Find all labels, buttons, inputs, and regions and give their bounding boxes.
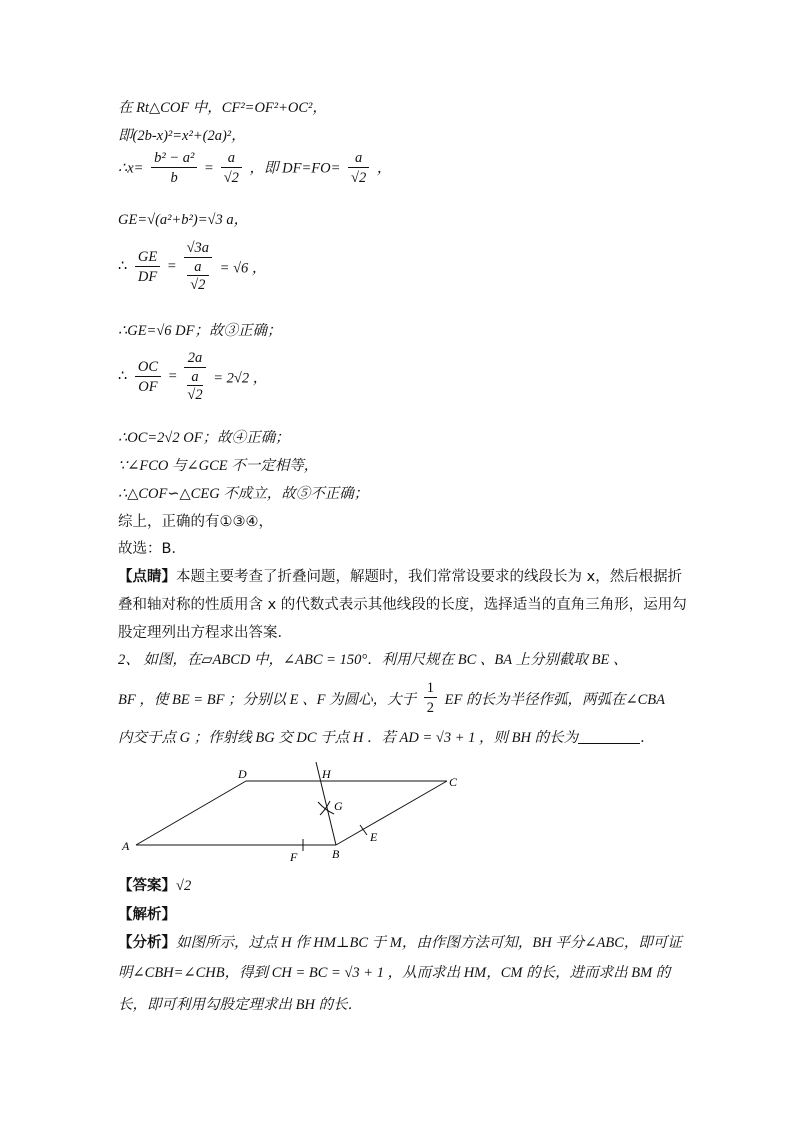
side-AD (136, 781, 246, 845)
compound-fraction: √3a a √2 (184, 240, 212, 294)
side-CB (336, 781, 447, 845)
solution-line-3: ∴x= $\frac{\text{b² − a²}}{b}$ = $\frac{a}{√2}$ ，即 DF=FO= $\frac{a}{√2}$ ， (118, 150, 392, 186)
dianjing-line-2: 叠和轴对称的性质用含 x 的代数式表示其他线段的长度，选择适当的直角三角形，运用勾 (118, 597, 687, 613)
fraction: $\frac{GE}{DF}$ (135, 249, 160, 286)
label-E: E (370, 830, 378, 844)
jiexi-label: 【解析】 (118, 907, 176, 923)
fraction: $\frac{a}{√2}$ (221, 150, 242, 187)
answer-label: 【答案】 (118, 878, 176, 894)
fenxi-line-1: 【分析】如图所示，过点 H 作 HM⊥BC 于 M，由作图方法可知，BH 平分∠ABC，即可证 (118, 935, 682, 951)
fraction: $\frac{a}{√2}$ (348, 150, 369, 187)
compound-fraction: 2a a √2 (184, 350, 205, 404)
half-fraction: $\frac{1}{2}$ (424, 680, 437, 717)
label-C: C (449, 775, 458, 789)
solution-line-2: 即(2b-x)²=x²+(2a)²， (118, 128, 246, 144)
dianjing-label: 【点睛】 (118, 569, 176, 585)
fenxi-label: 【分析】 (118, 935, 176, 951)
question-2-line-3: 内交于点 G ；作射线 BG 交 DC 于点 H ．若 AD = √3 + 1 ，则 BH 的长为 ． (118, 730, 655, 746)
fenxi-line-2: 明∠CBH=∠CHB，得到 CH = BC = √3 + 1 ，从而求出 HM，CM 的长，进而求出 BM 的 (118, 965, 671, 981)
solution-line-6: ∴GE=√6 DF；故③正确； (118, 323, 282, 339)
label-B: B (332, 847, 340, 861)
solution-line-7: ∴ $\frac{OC}{OF}$ = 2a a √2 = 2√2 ， (118, 350, 268, 403)
solution-line-8: ∴OC=2√2 OF；故④正确； (118, 430, 290, 446)
answer-line (118, 874, 191, 895)
dianjing-line-3: 股定理列出方程求出答案． (118, 625, 292, 641)
solution-line-12: 故选：B． (118, 541, 186, 557)
label-A: A (122, 839, 130, 853)
parallelogram-figure (118, 758, 478, 868)
label-F: F (290, 850, 298, 864)
question-2-line-1: 2、 如图，在▱ABCD 中，∠ABC = 150°．利用尺规在 BC 、BA 上分别截取 BE 、 (118, 652, 628, 668)
question-2-line-2: BF ，使 BE = BF ；分别以 E 、F 为圆心，大于 $\frac{1}{2}$ EF 的长为半径作弧，两弧在∠CBA (118, 680, 665, 716)
jiexi-line (118, 903, 176, 924)
answer-blank (578, 729, 640, 744)
solution-line-4: GE=√(a²+b²)=√3 a， (118, 212, 249, 228)
solution-line-11: 综上，正确的有①③④， (118, 514, 273, 530)
solution-line-9: ∵∠FCO 与∠GCE 不一定相等， (118, 458, 319, 474)
dianjing-line-1: 【点睛】本题主要考查了折叠问题，解题时，我们常常设要求的线段长为 x，然后根据折 (118, 569, 683, 585)
fraction: $\frac{OC}{OF}$ (135, 359, 161, 396)
label-H: H (322, 767, 331, 781)
label-D: D (238, 767, 247, 781)
solution-line-1: 在 Rt△COF 中，CF²=OF²+OC²， (118, 100, 327, 116)
solution-line-5: ∴ $\frac{GE}{DF}$ = √3a a √2 = √6 ， (118, 240, 267, 293)
fenxi-line-3: 长，即可利用勾股定理求出 BH 的长． (118, 997, 363, 1013)
solution-line-10: ∴△COF∽△CEG 不成立，故⑤不正确； (118, 486, 369, 502)
fraction: $\frac{\text{b² − a²}}{b}$ (151, 150, 197, 187)
label-G: G (334, 799, 343, 813)
answer-value: √2 (176, 878, 192, 894)
